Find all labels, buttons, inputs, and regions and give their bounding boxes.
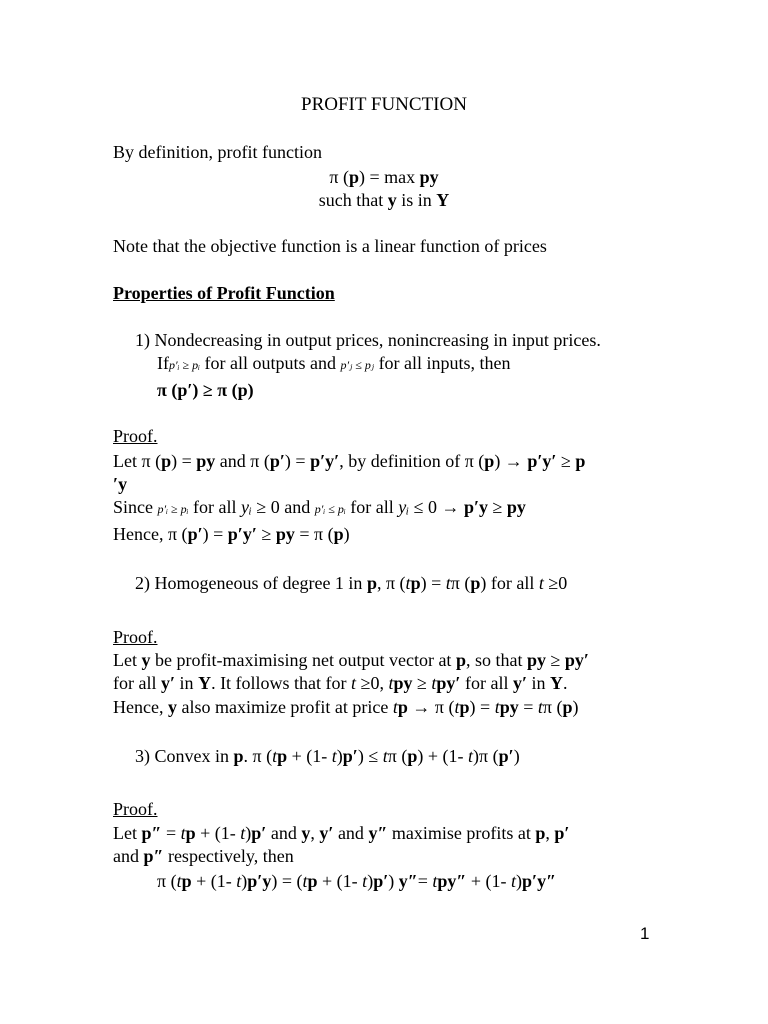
properties-heading: Properties of Profit Function (113, 283, 335, 303)
proof-3-line-1: Let p″ = tp + (1- t)p′ and y, y′ and y″ maximise profits at p, p′ (113, 823, 570, 843)
proof-3-line-2: and p″ respectively, then (113, 846, 294, 866)
proof-2-line-3: Hence, y also maximize profit at price tp → π (tp) = tpy = tπ (p) (113, 697, 579, 717)
definition-equation: π (p) = max py (329, 167, 439, 187)
note-text: Note that the objective function is a linear function of prices (113, 236, 547, 256)
property-1-condition: Ifp′ᵢ ≥ pᵢ for all outputs and p′ⱼ ≤ pⱼ for all inputs, then (157, 353, 511, 373)
proof-3-line-3: π (tp + (1- t)p′y) = (tp + (1- t)p′) y″= tpy″ + (1- t)p′y″ (157, 871, 557, 891)
proof-2-label: Proof. (113, 627, 158, 647)
proof-1-line-3: Since p′ᵢ ≥ pᵢ for all yᵢ ≥ 0 and p′ᵢ ≤ pᵢ for all yᵢ ≤ 0 → p′y ≥ py (113, 497, 526, 517)
proof-1-line-2: ′y (113, 474, 128, 494)
definition-constraint: such that y is in Y (318, 190, 450, 210)
proof-1-label: Proof. (113, 426, 158, 446)
definition-intro: By definition, profit function (113, 142, 322, 162)
page-title: PROFIT FUNCTION (301, 94, 467, 115)
proof-3-label: Proof. (113, 799, 158, 819)
property-1-statement: 1) Nondecreasing in output prices, nonincreasing in input prices. (135, 330, 601, 350)
proof-1-line-1: Let π (p) = py and π (p′) = p′y′, by definition of π (p) → p′y′ ≥ p (113, 451, 586, 471)
proof-1-line-4: Hence, π (p′) = p′y′ ≥ py = π (p) (113, 524, 350, 544)
property-1-result: π (p′) ≥ π (p) (157, 380, 254, 400)
property-2-statement: 2) Homogeneous of degree 1 in p, π (tp) = tπ (p) for all t ≥0 (135, 573, 568, 593)
page-number: 1 (640, 924, 650, 943)
proof-2-line-1: Let y be profit-maximising net output vector at p, so that py ≥ py′ (113, 650, 589, 670)
property-3-statement: 3) Convex in p. π (tp + (1- t)p′) ≤ tπ (p) + (1- t)π (p′) (135, 746, 520, 766)
proof-2-line-2: for all y′ in Y. It follows that for t ≥0, tpy ≥ tpy′ for all y′ in Y. (113, 673, 568, 693)
